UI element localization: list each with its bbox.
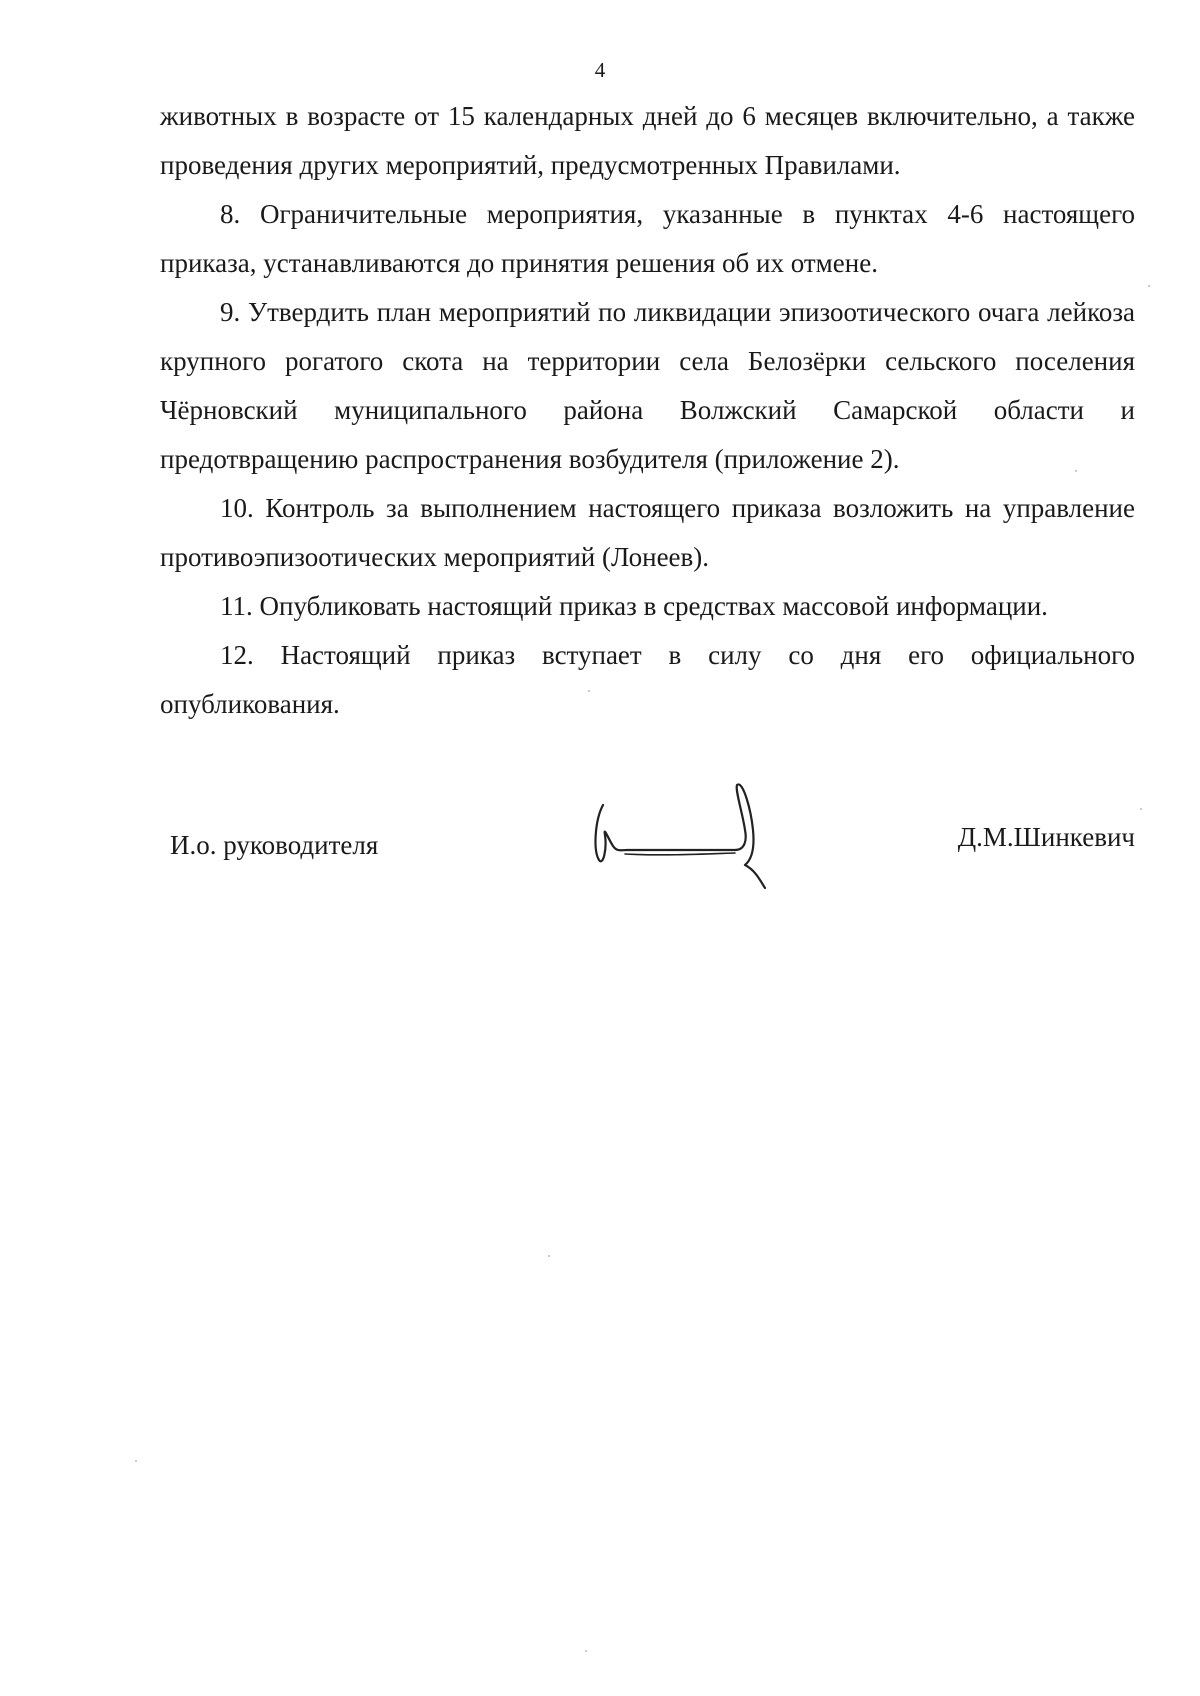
signature-block: [160, 780, 1135, 900]
paragraph-item-10: 10. Контроль за выполнением настоящего приказа возложить на управление противоэпизоотических мероприятий (Лонеев).: [160, 493, 1135, 572]
scan-speckle: [1148, 285, 1150, 287]
document-body: [160, 92, 1135, 729]
scan-speckle: [135, 1460, 137, 1462]
paragraph-item-11: 11. Опубликовать настоящий приказ в средствах массовой информации.: [220, 591, 1048, 621]
signatory-position: И.о. руководителя: [170, 830, 379, 860]
scan-speckle: [1075, 470, 1077, 472]
paragraph-item-8: 8. Ограничительные мероприятия, указанные в пунктах 4-6 настоящего приказа, устанавливаются до принятия решения об их отмене.: [160, 199, 1135, 278]
handwritten-signature: [585, 780, 785, 890]
signatory-name: Д.М.Шинкевич: [957, 822, 1135, 852]
scan-speckle: [588, 690, 590, 692]
page-number: 4: [594, 58, 606, 82]
paragraph-item-9: 9. Утвердить план мероприятий по ликвидации эпизоотического очага лейкоза крупного рогатого скота на территории села Белозёрки сельского поселения Чёрновский муниципального района Волжский Самарской области и предотвращению распространения возбудителя (приложение 2).: [160, 297, 1135, 474]
scan-speckle: [1140, 808, 1142, 810]
scan-speckle: [585, 1650, 587, 1652]
paragraph-item-12: 12. Настоящий приказ вступает в силу со дня его официального опубликования.: [160, 640, 1135, 719]
scan-speckle: [548, 1255, 550, 1257]
paragraph-continuation: животных в возрасте от 15 календарных дней до 6 месяцев включительно, а также проведения других мероприятий, предусмотренных Правилами.: [160, 101, 1135, 180]
